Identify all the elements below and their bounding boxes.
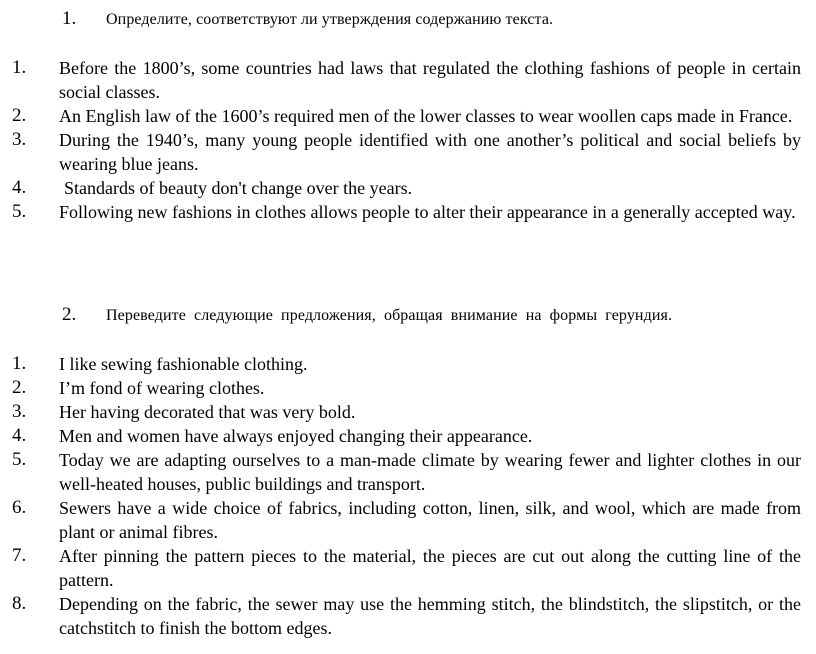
- item-text: After pinning the pattern pieces to the material, the pieces are cut out along the cutting line of the pattern.: [59, 546, 801, 590]
- section-2-number: 2.: [62, 304, 77, 325]
- item-text: Today we are adapting ourselves to a man-made climate by wearing fewer and lighter clothes in our well-heated houses, public buildings and transport.: [59, 450, 801, 494]
- item-text: Following new fashions in clothes allows people to alter their appearance in a generally accepted way.: [59, 202, 796, 222]
- list-item: [0, 200, 816, 224]
- item-text: An English law of the 1600’s required men of the lower classes to wear woollen caps made in France.: [59, 106, 793, 126]
- section-1-title: Определите, соответствуют ли утверждения содержанию текста.: [106, 11, 554, 28]
- section-1-heading: [62, 8, 553, 30]
- item-text: Before the 1800’s, some countries had laws that regulated the clothing fashions of people in certain social classes.: [59, 58, 801, 102]
- list-item: [0, 448, 816, 496]
- item-number: 1.: [12, 353, 27, 374]
- section-2-heading: [62, 304, 672, 326]
- item-text: Standards of beauty don't change over the years.: [64, 178, 413, 198]
- item-number: 5.: [12, 449, 27, 470]
- section-2-list: [0, 352, 816, 640]
- item-text: Men and women have always enjoyed changing their appearance.: [59, 426, 533, 446]
- item-number: 6.: [12, 497, 27, 518]
- list-item: [0, 56, 816, 104]
- list-item: [0, 424, 816, 448]
- section-1-list: [0, 56, 816, 224]
- item-text: Sewers have a wide choice of fabrics, including cotton, linen, silk, and wool, which are made from plant or animal fibres.: [59, 498, 801, 542]
- list-item: [0, 376, 816, 400]
- item-number: 8.: [12, 593, 27, 614]
- list-item: [0, 352, 816, 376]
- item-number: 2.: [12, 105, 27, 126]
- item-number: 1.: [12, 57, 27, 78]
- item-text: During the 1940’s, many young people identified with one another’s political and social beliefs by wearing blue jeans.: [59, 130, 801, 174]
- item-number: 4.: [12, 425, 27, 446]
- list-item: [0, 592, 816, 640]
- list-item: [0, 128, 816, 176]
- item-text: Her having decorated that was very bold.: [59, 402, 356, 422]
- item-number: 3.: [12, 401, 27, 422]
- section-2-title: Переведите следующие предложения, обращая внимание на формы герундия.: [106, 307, 673, 324]
- item-text: I like sewing fashionable clothing.: [59, 354, 308, 374]
- list-item: [0, 544, 816, 592]
- list-item: [0, 496, 816, 544]
- item-number: 2.: [12, 377, 27, 398]
- list-item: [0, 176, 816, 200]
- item-number: 5.: [12, 201, 27, 222]
- item-text: Depending on the fabric, the sewer may use the hemming stitch, the blindstitch, the slipstitch, or the catchstitch to finish the bottom edges.: [59, 594, 801, 638]
- list-item: [0, 104, 816, 128]
- section-1-number: 1.: [62, 8, 77, 29]
- item-number: 7.: [12, 545, 27, 566]
- item-number: 4.: [12, 177, 27, 198]
- item-text: I’m fond of wearing clothes.: [59, 378, 265, 398]
- item-number: 3.: [12, 129, 27, 150]
- list-item: [0, 400, 816, 424]
